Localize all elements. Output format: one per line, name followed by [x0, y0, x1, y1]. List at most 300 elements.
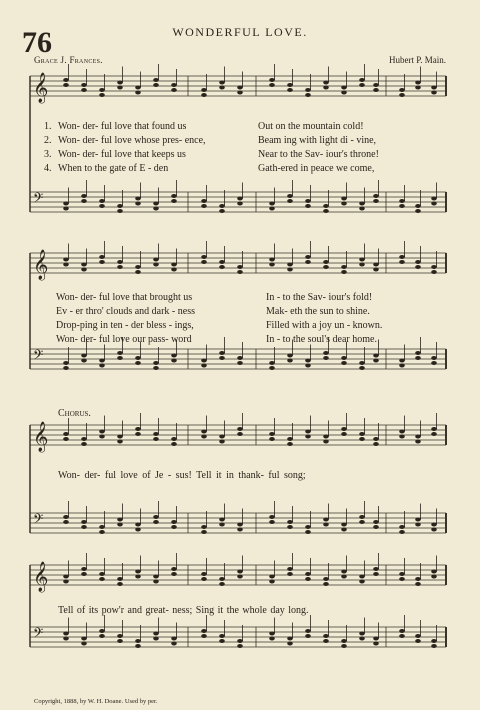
- note-head: [117, 639, 123, 643]
- note-head: [341, 86, 347, 90]
- note-head: [269, 78, 275, 82]
- note-head: [219, 639, 225, 643]
- note-head: [373, 442, 379, 446]
- note-head: [63, 637, 69, 641]
- note-head: [135, 197, 141, 201]
- treble-clef-icon: 𝄞: [33, 422, 49, 452]
- verse-2-line-2: Ev - er thro' clouds and dark - ness Mak- eth the sun to shine.: [56, 306, 370, 317]
- note-head: [135, 639, 141, 643]
- note-head: [201, 629, 207, 633]
- note-head: [171, 567, 177, 571]
- note-head: [99, 430, 105, 434]
- note-head: [81, 199, 87, 203]
- note-head: [269, 202, 275, 206]
- note-head: [415, 265, 421, 269]
- note-head: [373, 263, 379, 267]
- note-head: [415, 639, 421, 643]
- note-head: [63, 258, 69, 262]
- note-head: [415, 81, 421, 85]
- note-head: [399, 88, 405, 92]
- note-head: [153, 78, 159, 82]
- note-head: [269, 580, 275, 584]
- note-head: [153, 580, 159, 584]
- note-head: [373, 268, 379, 272]
- note-head: [287, 354, 293, 358]
- note-head: [431, 432, 437, 436]
- note-head: [63, 575, 69, 579]
- note-head: [431, 523, 437, 527]
- note-head: [287, 359, 293, 363]
- author-credit: Grace J. Frances.: [34, 55, 103, 65]
- note-head: [63, 520, 69, 524]
- note-head: [359, 432, 365, 436]
- note-head: [305, 430, 311, 434]
- note-head: [81, 637, 87, 641]
- note-head: [399, 530, 405, 534]
- note-head: [201, 260, 207, 264]
- note-head: [135, 575, 141, 579]
- note-head: [201, 572, 207, 576]
- note-head: [305, 93, 311, 97]
- note-head: [81, 437, 87, 441]
- note-head: [99, 88, 105, 92]
- note-head: [323, 577, 329, 581]
- note-head: [63, 361, 69, 365]
- note-head: [219, 86, 225, 90]
- note-head: [219, 356, 225, 360]
- note-head: [431, 639, 437, 643]
- bass-clef-icon: 𝄢: [33, 190, 44, 209]
- note-head: [117, 518, 123, 522]
- note-head: [81, 354, 87, 358]
- note-head: [201, 364, 207, 368]
- note-head: [323, 351, 329, 355]
- note-head: [135, 432, 141, 436]
- treble-clef-icon: 𝄞: [33, 250, 49, 280]
- note-head: [81, 88, 87, 92]
- note-head: [341, 432, 347, 436]
- note-head: [135, 427, 141, 431]
- note-head: [171, 572, 177, 576]
- note-head: [269, 632, 275, 636]
- note-head: [171, 359, 177, 363]
- note-head: [135, 361, 141, 365]
- note-head: [359, 366, 365, 370]
- note-head: [431, 356, 437, 360]
- note-head: [287, 88, 293, 92]
- bass-clef-icon: 𝄢: [33, 625, 44, 644]
- note-head: [237, 270, 243, 274]
- note-head: [305, 435, 311, 439]
- note-head: [399, 634, 405, 638]
- note-head: [219, 260, 225, 264]
- note-head: [237, 197, 243, 201]
- note-head: [99, 435, 105, 439]
- note-head: [415, 634, 421, 638]
- note-head: [117, 81, 123, 85]
- note-head: [269, 361, 275, 365]
- note-head: [219, 204, 225, 208]
- note-head: [399, 629, 405, 633]
- note-head: [341, 523, 347, 527]
- note-head: [305, 530, 311, 534]
- note-head: [219, 582, 225, 586]
- note-head: [237, 523, 243, 527]
- note-head: [117, 356, 123, 360]
- note-head: [269, 432, 275, 436]
- note-head: [359, 78, 365, 82]
- note-head: [219, 81, 225, 85]
- note-head: [373, 525, 379, 529]
- note-head: [359, 202, 365, 206]
- note-head: [399, 525, 405, 529]
- note-head: [323, 523, 329, 527]
- note-head: [287, 572, 293, 576]
- note-head: [153, 83, 159, 87]
- note-head: [171, 520, 177, 524]
- note-head: [341, 575, 347, 579]
- note-head: [373, 572, 379, 576]
- verse-3-line: 3. Won- der- ful love that keeps us Near to the Sav- iour's throne!: [44, 149, 379, 160]
- note-head: [305, 260, 311, 264]
- note-head: [237, 528, 243, 532]
- note-head: [305, 364, 311, 368]
- note-head: [323, 440, 329, 444]
- note-head: [153, 207, 159, 211]
- note-head: [237, 639, 243, 643]
- note-head: [219, 518, 225, 522]
- note-head: [269, 637, 275, 641]
- note-head: [323, 582, 329, 586]
- note-head: [373, 567, 379, 571]
- note-head: [99, 525, 105, 529]
- note-head: [431, 91, 437, 95]
- note-head: [373, 637, 379, 641]
- note-head: [201, 359, 207, 363]
- note-head: [201, 430, 207, 434]
- note-head: [99, 359, 105, 363]
- verse-4-line-2: Won- der- ful love our pass- word In - to the soul's dear home.: [56, 334, 377, 345]
- note-head: [81, 525, 87, 529]
- composer-credit: Hubert P. Main.: [389, 55, 446, 65]
- note-head: [323, 518, 329, 522]
- note-head: [99, 93, 105, 97]
- note-head: [431, 270, 437, 274]
- note-head: [117, 265, 123, 269]
- note-head: [153, 515, 159, 519]
- note-head: [359, 437, 365, 441]
- note-head: [99, 577, 105, 581]
- note-head: [99, 255, 105, 259]
- note-head: [171, 642, 177, 646]
- note-head: [201, 577, 207, 581]
- note-head: [171, 525, 177, 529]
- note-head: [431, 361, 437, 365]
- note-head: [415, 523, 421, 527]
- chorus-label: Chorus.: [58, 408, 91, 419]
- note-head: [287, 442, 293, 446]
- note-head: [81, 572, 87, 576]
- note-head: [153, 361, 159, 365]
- note-head: [323, 204, 329, 208]
- note-head: [171, 637, 177, 641]
- note-head: [117, 351, 123, 355]
- note-head: [431, 427, 437, 431]
- note-head: [269, 263, 275, 267]
- note-head: [117, 260, 123, 264]
- note-head: [201, 199, 207, 203]
- treble-clef-icon: 𝄞: [33, 562, 49, 592]
- note-head: [63, 263, 69, 267]
- note-head: [359, 515, 365, 519]
- note-head: [81, 83, 87, 87]
- note-head: [323, 435, 329, 439]
- verse-1-line: 1. Won- der- ful love that found us Out on the mountain cold!: [44, 121, 364, 132]
- note-head: [287, 437, 293, 441]
- note-head: [99, 629, 105, 633]
- note-head: [171, 199, 177, 203]
- note-head: [153, 632, 159, 636]
- note-head: [237, 570, 243, 574]
- bass-clef-icon: 𝄢: [33, 511, 44, 530]
- note-head: [373, 199, 379, 203]
- note-head: [415, 440, 421, 444]
- note-head: [359, 258, 365, 262]
- note-head: [287, 567, 293, 571]
- note-head: [99, 364, 105, 368]
- note-head: [341, 427, 347, 431]
- note-head: [359, 520, 365, 524]
- chorus-line-1: Won- der- ful love of Je - sus! Tell it in thank- ful song;: [58, 470, 306, 481]
- note-head: [373, 437, 379, 441]
- note-head: [237, 432, 243, 436]
- note-head: [171, 194, 177, 198]
- note-head: [81, 442, 87, 446]
- note-head: [431, 575, 437, 579]
- note-head: [63, 632, 69, 636]
- note-head: [63, 515, 69, 519]
- note-head: [63, 78, 69, 82]
- note-head: [269, 437, 275, 441]
- note-head: [153, 263, 159, 267]
- note-head: [99, 572, 105, 576]
- note-head: [399, 430, 405, 434]
- note-head: [117, 440, 123, 444]
- note-head: [201, 204, 207, 208]
- bass-clef-icon: 𝄢: [33, 347, 44, 366]
- note-head: [341, 91, 347, 95]
- note-head: [237, 427, 243, 431]
- note-head: [287, 83, 293, 87]
- note-head: [269, 515, 275, 519]
- note-head: [153, 366, 159, 370]
- note-head: [399, 435, 405, 439]
- note-head: [81, 263, 87, 267]
- copyright-notice: Copyright, 1888, by W. H. Doane. Used by per.: [34, 698, 158, 705]
- note-head: [341, 361, 347, 365]
- note-head: [153, 202, 159, 206]
- note-head: [359, 83, 365, 87]
- note-head: [171, 442, 177, 446]
- note-head: [399, 359, 405, 363]
- verse-1-line-2: Won- der- ful love that brought us In - to the Sav- iour's fold!: [56, 292, 373, 303]
- note-head: [323, 260, 329, 264]
- note-head: [341, 356, 347, 360]
- note-head: [171, 268, 177, 272]
- note-head: [431, 528, 437, 532]
- note-head: [399, 199, 405, 203]
- note-head: [219, 523, 225, 527]
- note-head: [269, 575, 275, 579]
- note-head: [99, 530, 105, 534]
- note-head: [341, 202, 347, 206]
- note-head: [81, 642, 87, 646]
- note-head: [287, 642, 293, 646]
- note-head: [201, 93, 207, 97]
- note-head: [117, 86, 123, 90]
- note-head: [323, 86, 329, 90]
- note-head: [305, 204, 311, 208]
- note-head: [431, 644, 437, 648]
- note-head: [201, 525, 207, 529]
- note-head: [431, 197, 437, 201]
- note-head: [153, 637, 159, 641]
- note-head: [153, 575, 159, 579]
- chorus-line-2: Tell of its pow'r and great- ness; Sing it the whole day long.: [58, 605, 309, 616]
- note-head: [431, 86, 437, 90]
- note-head: [237, 575, 243, 579]
- note-head: [269, 520, 275, 524]
- note-head: [117, 582, 123, 586]
- note-head: [63, 83, 69, 87]
- note-head: [81, 268, 87, 272]
- verse-4-line: 4. When to the gate of E - den Gath-ered in peace we come,: [44, 163, 375, 174]
- verse-3-line-2: Drop-ping in ten - der bless - ings, Filled with a joy un - known.: [56, 320, 383, 331]
- note-head: [359, 207, 365, 211]
- note-head: [237, 644, 243, 648]
- note-head: [135, 86, 141, 90]
- note-head: [373, 88, 379, 92]
- note-head: [153, 520, 159, 524]
- note-head: [171, 437, 177, 441]
- note-head: [399, 93, 405, 97]
- note-head: [341, 639, 347, 643]
- note-head: [341, 644, 347, 648]
- note-head: [63, 202, 69, 206]
- note-head: [373, 354, 379, 358]
- note-head: [117, 577, 123, 581]
- note-head: [135, 528, 141, 532]
- note-head: [237, 91, 243, 95]
- note-head: [287, 520, 293, 524]
- note-head: [305, 199, 311, 203]
- note-head: [63, 366, 69, 370]
- note-head: [219, 209, 225, 213]
- note-head: [415, 260, 421, 264]
- note-head: [135, 523, 141, 527]
- note-head: [305, 359, 311, 363]
- note-head: [305, 629, 311, 633]
- note-head: [117, 435, 123, 439]
- note-head: [415, 435, 421, 439]
- note-head: [415, 209, 421, 213]
- note-head: [237, 202, 243, 206]
- note-head: [237, 86, 243, 90]
- note-head: [117, 523, 123, 527]
- note-head: [117, 634, 123, 638]
- note-head: [415, 582, 421, 586]
- note-head: [415, 86, 421, 90]
- note-head: [81, 567, 87, 571]
- note-head: [135, 270, 141, 274]
- note-head: [269, 258, 275, 262]
- note-head: [63, 432, 69, 436]
- note-head: [373, 83, 379, 87]
- note-head: [135, 356, 141, 360]
- note-head: [269, 83, 275, 87]
- note-head: [415, 356, 421, 360]
- note-head: [287, 263, 293, 267]
- note-head: [99, 260, 105, 264]
- note-head: [63, 580, 69, 584]
- note-head: [287, 525, 293, 529]
- note-head: [135, 644, 141, 648]
- note-head: [171, 83, 177, 87]
- note-head: [269, 366, 275, 370]
- note-head: [431, 202, 437, 206]
- note-head: [399, 577, 405, 581]
- note-head: [373, 359, 379, 363]
- note-head: [219, 435, 225, 439]
- note-head: [153, 432, 159, 436]
- note-head: [431, 570, 437, 574]
- note-head: [287, 199, 293, 203]
- note-head: [219, 634, 225, 638]
- hymn-title: WONDERFUL LOVE.: [172, 25, 308, 39]
- note-head: [323, 639, 329, 643]
- note-head: [287, 268, 293, 272]
- note-head: [415, 518, 421, 522]
- note-head: [359, 580, 365, 584]
- note-head: [237, 356, 243, 360]
- note-head: [323, 634, 329, 638]
- note-head: [81, 359, 87, 363]
- note-head: [305, 525, 311, 529]
- note-head: [135, 202, 141, 206]
- note-head: [341, 570, 347, 574]
- note-head: [171, 263, 177, 267]
- note-head: [153, 437, 159, 441]
- note-head: [323, 209, 329, 213]
- note-head: [323, 81, 329, 85]
- note-head: [359, 575, 365, 579]
- note-head: [305, 255, 311, 259]
- note-head: [117, 204, 123, 208]
- treble-clef-icon: 𝄞: [33, 73, 49, 103]
- note-head: [305, 634, 311, 638]
- note-head: [99, 204, 105, 208]
- note-head: [341, 265, 347, 269]
- note-head: [171, 354, 177, 358]
- note-head: [63, 437, 69, 441]
- note-head: [99, 634, 105, 638]
- note-head: [153, 258, 159, 262]
- note-head: [81, 194, 87, 198]
- note-head: [373, 642, 379, 646]
- note-head: [341, 528, 347, 532]
- note-head: [399, 572, 405, 576]
- note-head: [373, 194, 379, 198]
